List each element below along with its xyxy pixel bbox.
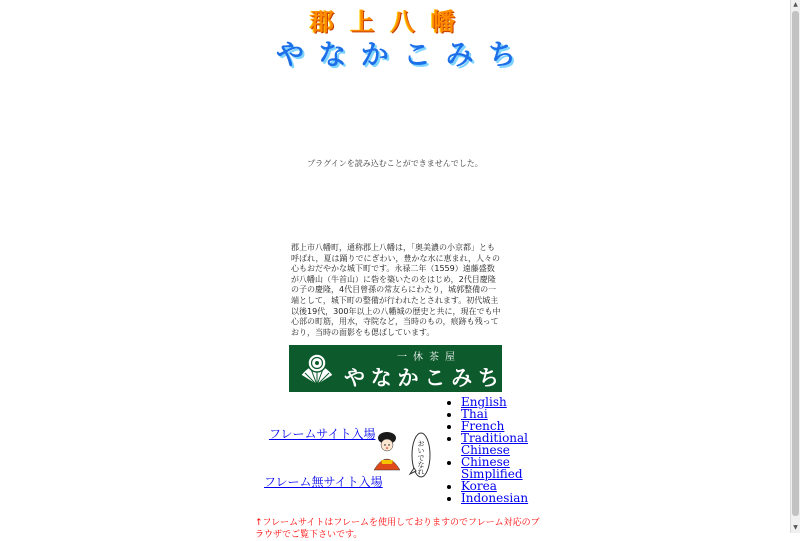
language-link-french[interactable]: French <box>461 419 505 433</box>
title-top-char: 幡 <box>430 8 455 36</box>
title-main-char: こ <box>403 38 432 71</box>
language-item <box>461 491 529 505</box>
scroll-thumb[interactable] <box>792 11 799 516</box>
mascot-speech-text: おいでなれ <box>417 440 425 475</box>
frame-site-link[interactable]: フレームサイト入場 <box>269 427 376 441</box>
logo-name-char: や <box>344 366 365 390</box>
scroll-down-arrow-icon[interactable]: ▼ <box>793 524 798 531</box>
language-link-indonesian[interactable]: Indonesian <box>461 491 529 505</box>
logo-name-char: な <box>370 366 392 390</box>
language-item <box>461 431 529 457</box>
no-frame-site-link[interactable]: フレーム無サイト入場 <box>264 475 383 489</box>
language-link-chinese-simplified[interactable]: Chinese Simplified <box>461 455 523 481</box>
language-item <box>461 456 521 480</box>
title-top-char: 八 <box>390 8 415 36</box>
title-top-char: 上 <box>350 8 375 36</box>
site-title-top <box>310 6 455 38</box>
language-link-korea[interactable]: Korea <box>461 479 497 493</box>
logo-subtitle: 一休茶屋 <box>397 352 461 363</box>
title-main-char: か <box>360 38 389 71</box>
title-main-char: ち <box>487 38 516 71</box>
frame-note: ↑フレームサイトはフレームを使用しておりますのでフレーム対応のブラウザでご覧下さいです。 <box>255 518 540 540</box>
language-link-traditional-chinese[interactable]: Traditional Chinese <box>461 431 529 457</box>
logo-name-char: み <box>451 366 473 390</box>
language-link-english[interactable]: English <box>461 395 507 409</box>
title-main-char: み <box>445 38 474 71</box>
title-main-char: な <box>318 38 347 71</box>
language-list <box>445 395 529 505</box>
site-title-main <box>276 38 516 72</box>
logo-name <box>344 362 499 392</box>
language-link-thai[interactable]: Thai <box>461 407 488 421</box>
title-main-char: や <box>276 38 305 71</box>
intro-paragraph: 郡上市八幡町，通称郡上八幡は，「奥美濃の小京都」とも呼ばれ，夏は踊りでにぎわい，豊かな水に恵まれ，人々の心もおだやかな城下町です。永禄二年（1559）遠藤盛数が八幡山（牛首山）に砦を築いたのをはじめ，2代目慶隆の子の慶隆，4代目曾孫の常友らにわたり，城郭整備の一端として，城下町の整備が行われたとされます。初代城主以後19代，300年以上の八幡城の歴史と共に，現在でも中心部の町筋，用水，寺院など，当時のもの，痕跡も残っており，当時の面影をも偲ばしています。 <box>291 243 501 337</box>
logo-name-char: ち <box>477 366 499 390</box>
geisha-mascot-icon <box>368 430 436 480</box>
logo-banner <box>289 345 502 392</box>
logo-name-char: か <box>397 366 419 390</box>
scroll-up-arrow-icon[interactable]: ▲ <box>793 1 798 8</box>
logo-name-char: こ <box>424 366 446 390</box>
fan-emblem-icon <box>297 349 337 389</box>
plugin-error-message: プラグインを読み込むことができませんでした。 <box>307 159 483 168</box>
title-top-char: 郡 <box>310 8 334 36</box>
vertical-scrollbar[interactable] <box>790 0 800 533</box>
